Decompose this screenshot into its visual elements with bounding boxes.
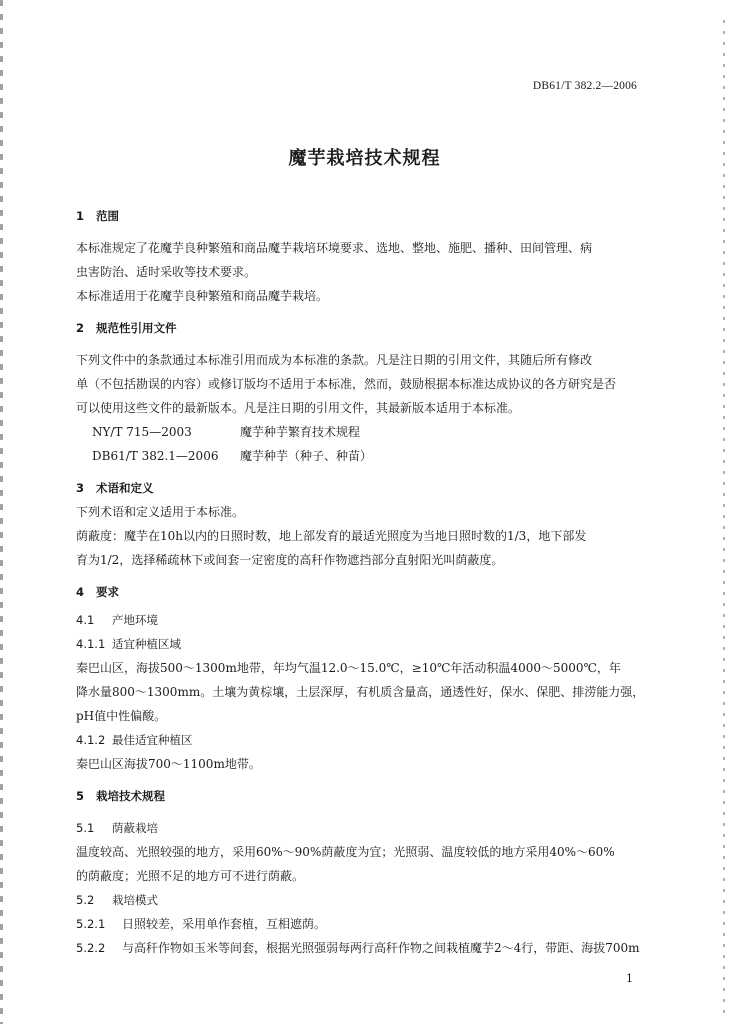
section-4-1-1-heading xyxy=(76,636,181,652)
reference-item xyxy=(92,424,360,440)
section-1-heading xyxy=(76,208,119,224)
section-1-para-1-line-1: 本标准规定了花魔芋良种繁殖和商品魔芋栽培环境要求、选地、整地、施肥、播种、田间管理、病 xyxy=(76,241,593,255)
section-number: 5.2.2 xyxy=(76,941,106,955)
reference-code: NY/T 715—2003 xyxy=(92,425,192,439)
section-3-heading xyxy=(76,480,154,496)
section-number: 5 xyxy=(76,789,85,803)
section-title: 栽培技术规程 xyxy=(96,789,165,803)
section-4-1-heading xyxy=(76,612,158,628)
section-title: 适宜种植区域 xyxy=(112,637,181,651)
section-3-para-2-line-1: 荫蔽度：魔芋在10h以内的日照时数，地上部发育的最适光照度为当地日照时数的1/3，地下部发 xyxy=(76,529,587,543)
section-3-para-2-line-2: 育为1/2，选择稀疏林下或间套一定密度的高秆作物遮挡部分直射阳光叫荫蔽度。 xyxy=(76,553,504,567)
section-number: 4.1.2 xyxy=(76,733,106,747)
section-5-1-line-1: 温度较高、光照较强的地方，采用60%～90%荫蔽度为宜；光照弱、温度较低的地方采用40%～60% xyxy=(76,845,615,859)
section-1-para-2: 本标准适用于花魔芋良种繁殖和商品魔芋栽培。 xyxy=(76,289,329,303)
section-title: 荫蔽栽培 xyxy=(112,821,158,835)
section-number: 5.2 xyxy=(76,893,95,907)
section-number: 4.1 xyxy=(76,613,95,627)
section-5-2-heading xyxy=(76,892,158,908)
section-number: 3 xyxy=(76,481,85,495)
section-2-para-1-line-3: 可以使用这些文件的最新版本。凡是注日期的引用文件，其最新版本适用于本标准。 xyxy=(76,401,521,415)
section-text: 日照较差，采用单作套植，互相遮荫。 xyxy=(122,917,327,931)
section-5-1-line-2: 的荫蔽度；光照不足的地方可不进行荫蔽。 xyxy=(76,869,305,883)
section-text: 与高秆作物如玉米等间套，根据光照强弱每两行高秆作物之间栽植魔芋2～4行，带距、海拔700m xyxy=(122,941,640,955)
section-number: 4.1.1 xyxy=(76,637,106,651)
section-number: 5.1 xyxy=(76,821,95,835)
section-4-1-1-line-1: 秦巴山区，海拔500～1300m地带，年均气温12.0～15.0℃，≥10℃年活动积温4000～5000℃，年 xyxy=(76,661,621,675)
section-5-1-heading xyxy=(76,820,158,836)
section-number: 4 xyxy=(76,585,85,599)
document-title: 魔芋栽培技术规程 xyxy=(288,148,441,169)
section-2-para-1-line-1: 下列文件中的条款通过本标准引用而成为本标准的条款。凡是注日期的引用文件，其随后所有修改 xyxy=(76,353,593,367)
section-title: 栽培模式 xyxy=(112,893,158,907)
section-title: 术语和定义 xyxy=(96,481,154,495)
section-4-1-1-line-3: pH值中性偏酸。 xyxy=(76,709,167,723)
section-4-1-2-heading xyxy=(76,732,193,748)
section-5-2-2-line xyxy=(76,940,640,956)
reference-item xyxy=(92,448,372,464)
reference-name: 魔芋种芋（种子、种苗） xyxy=(240,449,373,463)
section-4-1-2-line-1: 秦巴山区海拔700～1100m地带。 xyxy=(76,757,261,771)
section-5-2-1-line xyxy=(76,916,326,932)
section-number: 5.2.1 xyxy=(76,917,106,931)
scan-edge-right xyxy=(723,20,725,1020)
section-2-heading xyxy=(76,320,177,336)
section-number: 2 xyxy=(76,321,85,335)
section-number: 1 xyxy=(76,209,85,223)
section-4-1-1-line-2: 降水量800～1300mm。土壤为黄棕壤，土层深厚，有机质含量高，通透性好，保水、保肥、排涝能力强， xyxy=(76,685,645,699)
reference-code: DB61/T 382.1—2006 xyxy=(92,449,219,463)
page-number: 1 xyxy=(626,972,633,985)
document-code: DB61/T 382.2—2006 xyxy=(532,80,637,92)
section-title: 产地环境 xyxy=(112,613,158,627)
reference-name: 魔芋种芋繁育技术规程 xyxy=(240,425,361,439)
section-title: 范围 xyxy=(96,209,119,223)
section-2-para-1-line-2: 单（不包括勘误的内容）或修订版均不适用于本标准，然而，鼓励根据本标准达成协议的各方研究是否 xyxy=(76,377,617,391)
section-title: 要求 xyxy=(96,585,119,599)
section-4-heading xyxy=(76,584,119,600)
section-5-heading xyxy=(76,788,165,804)
section-title: 最佳适宜种植区 xyxy=(112,733,193,747)
section-title: 规范性引用文件 xyxy=(96,321,177,335)
section-3-para-1: 下列术语和定义适用于本标准。 xyxy=(76,505,245,519)
section-1-para-1-line-2: 虫害防治、适时采收等技术要求。 xyxy=(76,265,257,279)
